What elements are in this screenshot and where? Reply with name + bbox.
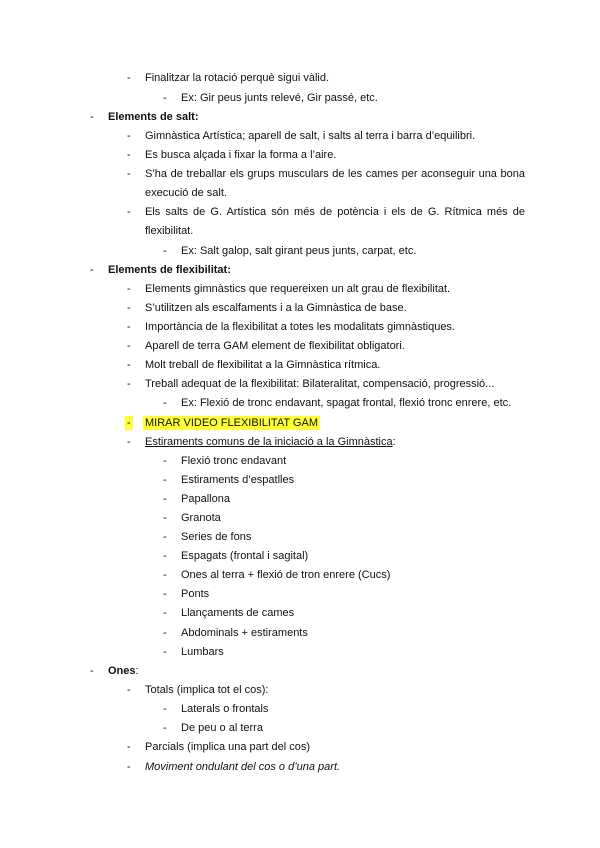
list-item: Ex: Gir peus junts relevé, Gir passé, etc. — [181, 92, 378, 104]
list-item: Laterals o frontals — [181, 703, 269, 715]
list-item: Es busca alçada i fixar la forma a l’aire. — [145, 149, 337, 161]
list-item: Elements gimnàstics que requereixen un alt grau de flexibilitat. — [145, 283, 451, 295]
list-item: Espagats (frontal i sagital) — [181, 550, 309, 562]
bullet-dash: - — [127, 436, 131, 448]
highlighted-note: MIRAR VIDEO FLEXIBILITAT GAM — [145, 417, 318, 429]
list-item: Finalitzar la rotació perquè sigui vàlid. — [145, 72, 330, 84]
bullet-dash: - — [163, 627, 167, 639]
list-item: Series de fons — [181, 531, 252, 543]
list-item: Totals (implica tot el cos): — [145, 684, 269, 696]
list-item: S’utilitzen als escalfaments i a la Gimnàstica de base. — [145, 302, 407, 314]
bullet-dash: - — [163, 531, 167, 543]
list-item: Llançaments de cames — [181, 607, 295, 619]
list-item-continuation: execució de salt. — [145, 187, 227, 199]
list-item: Lumbars — [181, 646, 224, 658]
bullet-dash: - — [163, 455, 167, 467]
bullet-dash: - — [163, 607, 167, 619]
bullet-dash: - — [127, 206, 131, 218]
bullet-dash: - — [90, 665, 94, 677]
bullet-dash: - — [163, 588, 167, 600]
list-item: Ex: Salt galop, salt girant peus junts, carpat, etc. — [181, 245, 417, 257]
bullet-dash: - — [163, 550, 167, 562]
list-item: Molt treball de flexibilitat a la Gimnàstica rítmica. — [145, 359, 381, 371]
bullet-dash: - — [127, 417, 131, 429]
list-item: Aparell de terra GAM element de flexibilitat obligatori. — [145, 340, 405, 352]
list-item: Moviment ondulant del cos o d’una part. — [145, 761, 341, 773]
list-item: Abdominals + estiraments — [181, 627, 308, 639]
list-item: Estiraments d’espatlles — [181, 474, 295, 486]
subheading-estiraments: Estiraments comuns de la iniciació a la Gimnàstica — [145, 436, 393, 448]
bullet-dash: - — [163, 646, 167, 658]
section-heading-flexibilitat: Elements de flexibilitat: — [108, 264, 231, 276]
bullet-dash: - — [127, 168, 131, 180]
bullet-dash: - — [90, 264, 94, 276]
bullet-dash: - — [163, 397, 167, 409]
list-item: Flexió tronc endavant — [181, 455, 287, 467]
list-item: Parcials (implica una part del cos) — [145, 741, 311, 753]
bullet-dash: - — [127, 149, 131, 161]
list-item: Gimnàstica Artística; aparell de salt, i salts al terra i barra d’equilibri. — [145, 130, 476, 142]
bullet-dash: - — [127, 72, 131, 84]
bullet-dash: - — [163, 703, 167, 715]
bullet-dash: - — [127, 761, 131, 773]
bullet-dash: - — [90, 111, 94, 123]
bullet-dash: - — [127, 378, 131, 390]
bullet-dash: - — [127, 302, 131, 314]
bullet-dash: - — [127, 321, 131, 333]
bullet-dash: - — [127, 741, 131, 753]
list-item: Ex: Flexió de tronc endavant, spagat frontal, flexió tronc enrere, etc. — [181, 397, 512, 409]
list-item: Papallona — [181, 493, 230, 505]
bullet-dash: - — [163, 474, 167, 486]
section-heading-ones — [108, 664, 139, 678]
bullet-dash: - — [127, 283, 131, 295]
list-item: Ones al terra + flexió de tron enrere (Cucs) — [181, 569, 391, 581]
bullet-dash: - — [127, 359, 131, 371]
list-item: Granota — [181, 512, 221, 524]
bullet-dash: - — [127, 684, 131, 696]
section-heading-ones-label: Ones — [108, 665, 136, 677]
colon: : — [135, 665, 139, 677]
list-item — [145, 435, 396, 449]
bullet-dash: - — [127, 340, 131, 352]
list-item: Treball adequat de la flexibilitat: Bilateralitat, compensació, progressió... — [145, 378, 495, 390]
colon: : — [392, 436, 396, 448]
list-item: S’ha de treballar els grups musculars de les cames per aconseguir una bona — [145, 168, 525, 180]
bullet-dash: - — [163, 92, 167, 104]
list-item: Els salts de G. Artística són més de potència i els de G. Rítmica més de — [145, 206, 525, 218]
list-item: Importància de la flexibilitat a totes les modalitats gimnàstiques. — [145, 321, 455, 333]
bullet-dash: - — [163, 569, 167, 581]
bullet-dash: - — [163, 245, 167, 257]
bullet-dash: - — [127, 130, 131, 142]
bullet-dash: - — [163, 722, 167, 734]
list-item: Ponts — [181, 588, 210, 600]
bullet-dash: - — [163, 493, 167, 505]
list-item-continuation: flexibilitat. — [145, 225, 194, 237]
list-item: De peu o al terra — [181, 722, 263, 734]
bullet-dash: - — [163, 512, 167, 524]
section-heading-salt: Elements de salt: — [108, 111, 199, 123]
